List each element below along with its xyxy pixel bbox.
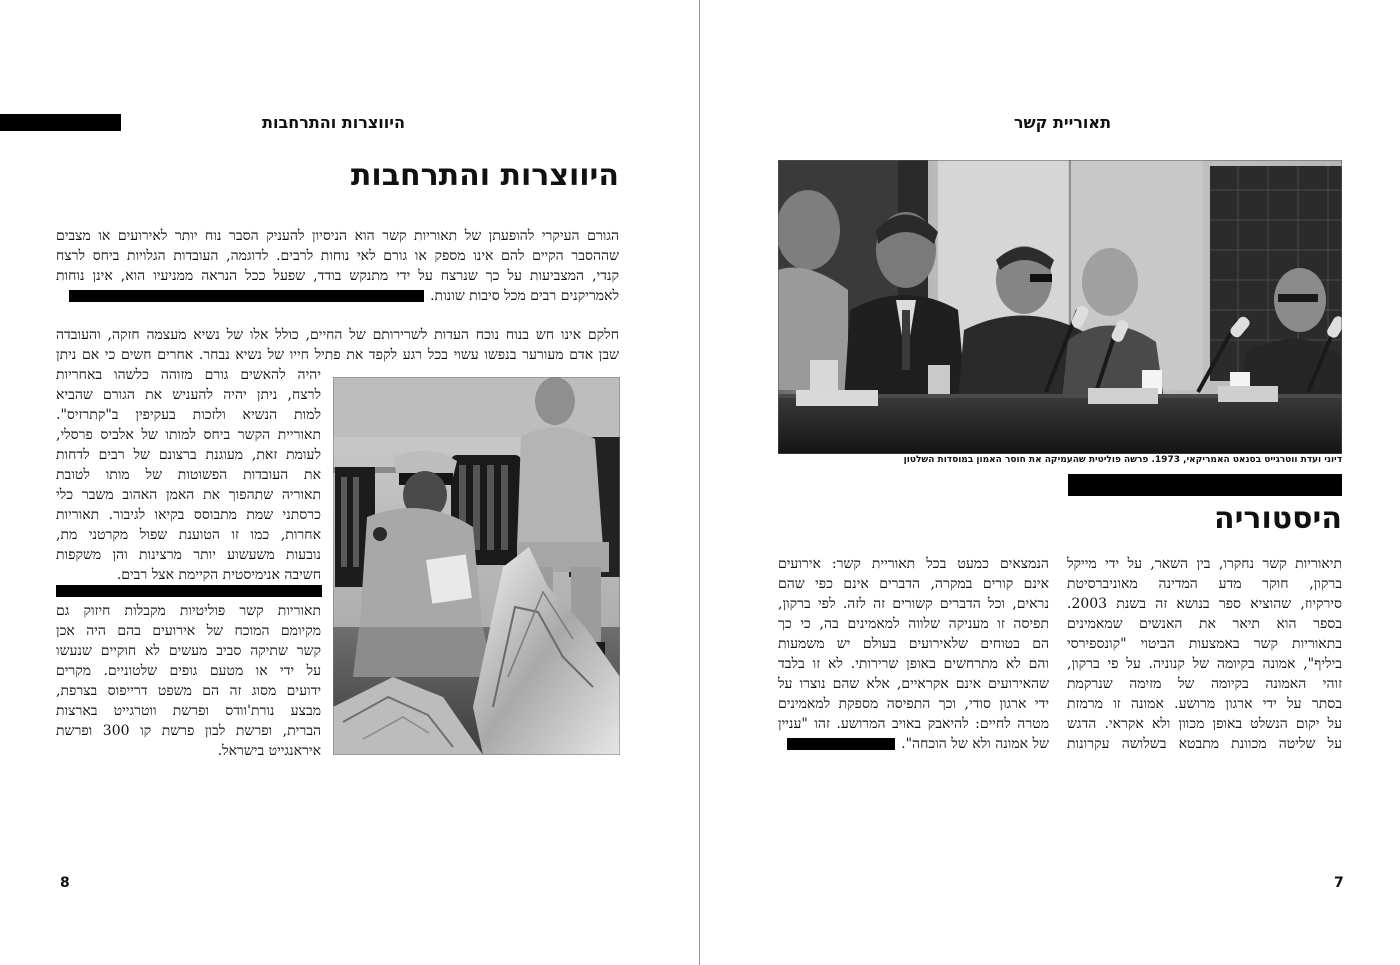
text-line: הגורם העיקרי להופעתן של תאוריות קשר הוא הניסיון להעניק הסבר נוח יותר לאירועים או מצבים bbox=[56, 228, 619, 244]
text-line: והם לא מתרחשים באופן שרירותי. לא זו בלבד bbox=[778, 656, 1049, 672]
text-line: הברית, ופרשת לבון פרשת קו 300 ופרשת bbox=[56, 723, 321, 739]
text-line: בסתר על ידי ארגון מרושע. אמונה זו מרמזת bbox=[1067, 696, 1342, 712]
text-line: יהיה להאשים גורם מזוהה כלשהו באחריות bbox=[56, 367, 321, 383]
text-line-content: לאמריקנים רבים מכל סיבות שונות. bbox=[430, 288, 619, 304]
text-line: את העובדות הפשוטות של מותו לטובת bbox=[56, 467, 321, 483]
text-line: מקיומם המוכח של אירועים בהם היה אכן bbox=[56, 623, 321, 639]
text-line: תאוריית הקשר ביחס למותו של אלביס פרסלי, bbox=[56, 427, 321, 443]
text-line: בתאוריות קשר באמצעות הביטוי "קונספירסי bbox=[1067, 636, 1342, 652]
senate-hearing-photo-illustration bbox=[778, 160, 1342, 454]
text-line: לעומת זאת, מעוגנת ברצונם של רבים לדחות bbox=[56, 447, 321, 463]
text-line: על שליטה מכוונת מתבטא בשלושה עקרונות bbox=[1067, 736, 1342, 752]
officers-photo-illustration bbox=[333, 377, 620, 755]
left-section-heading: היווצרות והתרחבות bbox=[350, 158, 619, 193]
text-line-content: של אמונה ולא של הוכחה". bbox=[901, 736, 1049, 752]
text-line: זוהי האמונה בקיומה של מזימה שנרקמת bbox=[1067, 676, 1342, 692]
paragraph-redaction-bar bbox=[56, 585, 322, 597]
text-line bbox=[56, 286, 619, 306]
text-line: הנמצאים כמעט בכל תאוריית קשר: אירועים bbox=[778, 556, 1049, 572]
text-line: תפיסה זו מעניקה שלווה למאמינים בה, כי כך bbox=[778, 616, 1049, 632]
text-line: תאוריות קשר פוליטיות מקבלות חיזוק גם bbox=[56, 603, 321, 619]
left-paragraph-1 bbox=[56, 226, 619, 306]
text-line: על ידי או מטעם גופים שלטוניים. מקרים bbox=[56, 663, 321, 679]
redaction-bar bbox=[787, 738, 895, 750]
text-line: מבצע נורת'וודס ופרשת ווטרגייט בארצות bbox=[56, 703, 321, 719]
text-line: על יקום הנשלט באופן מכוון ולא אקראי. הדגש bbox=[1067, 716, 1342, 732]
text-line: לרצח, ניתן יהיה להעניש את הגורם שהביא bbox=[56, 387, 321, 403]
left-paragraph-2-column bbox=[56, 365, 321, 585]
right-column-2 bbox=[778, 554, 1049, 754]
archival-photo-officers bbox=[333, 377, 620, 755]
text-line: מטרה לחיים: להיאבק באויב המרושע. זהו "עניין bbox=[778, 716, 1049, 732]
text-line: ברקון, חוקר מדע המדינה מאוניברסיטת bbox=[1067, 576, 1342, 592]
right-column-1 bbox=[1067, 554, 1342, 754]
text-line: בספר הוא תיאר את האנשים שמאמינים bbox=[1067, 616, 1342, 632]
heading-redaction-bar bbox=[1068, 474, 1342, 496]
text-line: ביליף", אמונה בקיומה של קנוניה. על פי ברקון, bbox=[1067, 656, 1342, 672]
archival-photo-senate-hearing bbox=[778, 160, 1342, 454]
text-line: נראים, וכל הדברים קשורים זה לזה. לפי ברקון, bbox=[778, 596, 1049, 612]
text-line: הם בטוחים שלאירועים בעולם יש משמעות bbox=[778, 636, 1049, 652]
text-line: ידי ארגון סודי, וכך התפיסה מספקת למאמינים bbox=[778, 696, 1049, 712]
text-line: למות הנשיא ולזכות בעקיפין ב"קתרזיס". bbox=[56, 407, 321, 423]
left-paragraph-2 bbox=[56, 325, 619, 365]
text-line: אחרות, כמו זו הטוענת שפול מקרטני מת, bbox=[56, 527, 321, 543]
redaction-bar bbox=[69, 290, 424, 302]
right-section-heading: היסטוריה bbox=[1213, 501, 1342, 536]
text-line: איראנגייט בישראל. bbox=[217, 743, 321, 759]
header-redaction-bar bbox=[0, 114, 121, 131]
text-line: קנדי, המצביעות על כך שנרצח על ידי מתנקש בודד, שפעל ככל הנראה ממניעיו הוא, אינן נוחות bbox=[56, 268, 619, 284]
left-page-number: 8 bbox=[60, 875, 70, 891]
text-line: נובעות משעשוע יותר מרצינות והן משקפות bbox=[56, 547, 321, 563]
text-line: קשר שתיקה סביב מעשים לא חוקיים שנעשו bbox=[56, 643, 321, 659]
text-line: ידועים מסוג זה הם משפט דרייפוס בצרפת, bbox=[56, 683, 321, 699]
text-line: שבן אדם מעורער בנפשו עשוי בכל רגע לקפד את פתיל חייו של נשיא נבחר. אחרים חשים כי אם ניתן bbox=[56, 347, 619, 363]
text-line: תאוריה שתהפוך את האמן האהוב משבר כלי bbox=[56, 487, 321, 503]
text-line bbox=[778, 734, 1049, 754]
text-line: תיאוריות קשר נחקרו, בין השאר, על ידי מייקל bbox=[1067, 556, 1342, 572]
left-page bbox=[0, 0, 699, 965]
text-line: חשיבה אנימיסטית הקיימת אצל רבים. bbox=[116, 567, 321, 583]
left-paragraph-3 bbox=[56, 601, 321, 761]
text-line: כרסתני שמת מתבוסס בקיאו לגיבור. תאוריות bbox=[56, 507, 321, 523]
photo-caption: דיוני ועדת ווטרגייט בסנאט האמריקאי, 1973. פרשה פוליטית שהעמיקה את חוסר האמון במוסדות השלטון bbox=[903, 455, 1342, 465]
text-line: שהאירועים אינם אקראיים, אלא שהם נוצרו על bbox=[778, 676, 1049, 692]
right-page bbox=[700, 0, 1400, 965]
right-running-header: תאוריית קשר bbox=[1013, 113, 1111, 132]
left-running-header: היווצרות והתרחבות bbox=[262, 113, 405, 132]
right-page-number: 7 bbox=[1334, 875, 1344, 891]
text-line: חלקם אינו חש בנוח נוכח העדות לשרירותם של החיים, כולל אלו של נשיא מעצמה חזקה, והעובדה bbox=[56, 327, 619, 343]
text-line: שההסבר הקיים להם אינו מספק או גורם לאי נוחות לרבים. לדוגמה, העובדות הגלויות ביחס לרצח bbox=[56, 248, 619, 264]
text-line: סירקיוז, שהוציא ספר בנושא זה בשנת 2003. bbox=[1067, 596, 1342, 612]
text-line: אינם קורים במקרה, הדברים אינם כפי שהם bbox=[778, 576, 1049, 592]
